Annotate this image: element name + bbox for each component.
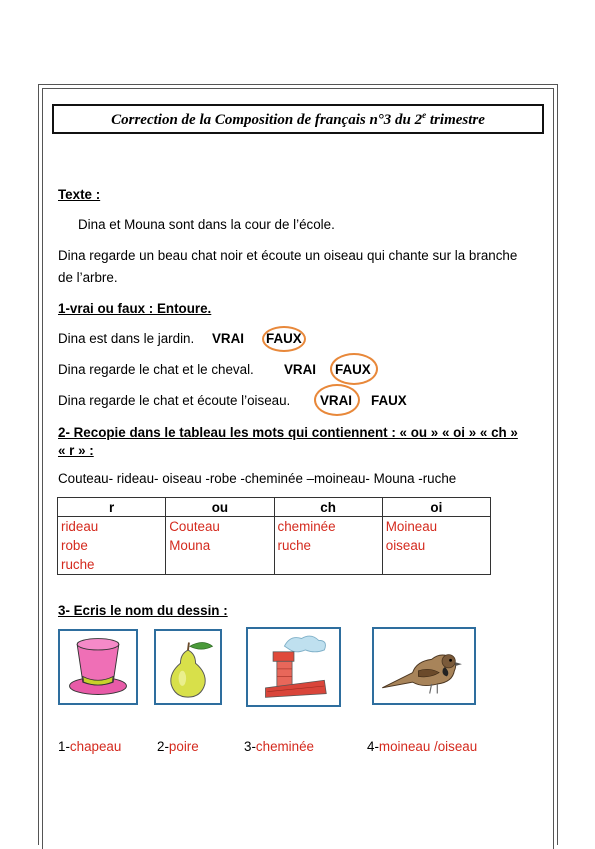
q1-sentence-1: Dina est dans le jardin.	[58, 331, 195, 346]
texte-line-2a: Dina regarde un beau chat noir et écoute un oiseau qui chante sur la branche	[58, 248, 518, 263]
words-table	[57, 497, 491, 575]
texte-line-2b: de l’arbre.	[58, 270, 118, 285]
pear-icon	[156, 631, 220, 703]
word-cell: ruche	[61, 557, 95, 572]
word-cell: cheminée	[277, 519, 336, 534]
page-title: Correction de la Composition de français n°3 du 2e trimestre	[111, 109, 485, 128]
chimney-icon	[248, 629, 339, 705]
word-cell: ruche	[277, 538, 311, 553]
title-box	[52, 104, 544, 134]
pear-image	[154, 629, 222, 705]
col-header-ch: ch	[274, 498, 382, 517]
q1-faux-3: FAUX	[371, 393, 407, 408]
table-cell-oi	[382, 517, 490, 575]
word-cell: Moineau	[385, 519, 438, 534]
q1-sentence-3: Dina regarde le chat et écoute l’oiseau.	[58, 393, 291, 408]
word-cell: oiseau	[385, 538, 426, 553]
texte-heading: Texte :	[58, 187, 101, 202]
answer-circle-2	[330, 353, 378, 385]
q1-vrai-2: VRAI	[284, 362, 316, 377]
answer-circle-1	[262, 326, 306, 352]
table-cell-ou	[166, 517, 274, 575]
sparrow-icon	[374, 629, 474, 703]
q3-answer-3: 3-cheminée	[244, 739, 314, 754]
col-header-ou: ou	[166, 498, 274, 517]
q3-heading: 3- Ecris le nom du dessin :	[58, 603, 228, 618]
q3-answer-1: 1-chapeau	[58, 739, 122, 754]
table-cell-ch	[274, 517, 382, 575]
word-cell: rideau	[61, 519, 99, 534]
table-header-row	[58, 498, 491, 517]
table-row	[58, 517, 491, 575]
answer-circle-3	[314, 384, 360, 416]
q2-heading: 2- Recopie dans le tableau les mots qui contiennent : « ou » « oi » « ch »	[58, 425, 518, 440]
q1-sentence-2: Dina regarde le chat et le cheval.	[58, 362, 254, 377]
q2-heading-b: « r » :	[58, 443, 94, 458]
texte-line-1: Dina et Mouna sont dans la cour de l’école.	[78, 217, 335, 232]
q3-answer-4: 4-moineau /oiseau	[367, 739, 478, 754]
q3-answer-2: 2-poire	[157, 739, 199, 754]
chimney-image	[246, 627, 341, 707]
hat-image	[58, 629, 138, 705]
word-cell: Mouna	[169, 538, 211, 553]
q1-faux-2: FAUX	[335, 362, 371, 377]
page-border-inner	[42, 88, 554, 849]
word-cell: robe	[61, 538, 88, 553]
q1-vrai-1: VRAI	[212, 331, 244, 346]
q1-heading: 1-vrai ou faux : Entoure.	[58, 301, 212, 316]
q1-faux-1: FAUX	[266, 331, 302, 346]
q2-word-list: Couteau- rideau- oiseau -robe -cheminée –moineau- Mouna -ruche	[58, 471, 457, 486]
col-header-r: r	[58, 498, 166, 517]
word-cell: Couteau	[169, 519, 220, 534]
sparrow-image	[372, 627, 476, 705]
col-header-oi: oi	[382, 498, 490, 517]
hat-icon	[60, 631, 136, 703]
q1-vrai-3: VRAI	[320, 393, 352, 408]
table-cell-r	[58, 517, 166, 575]
